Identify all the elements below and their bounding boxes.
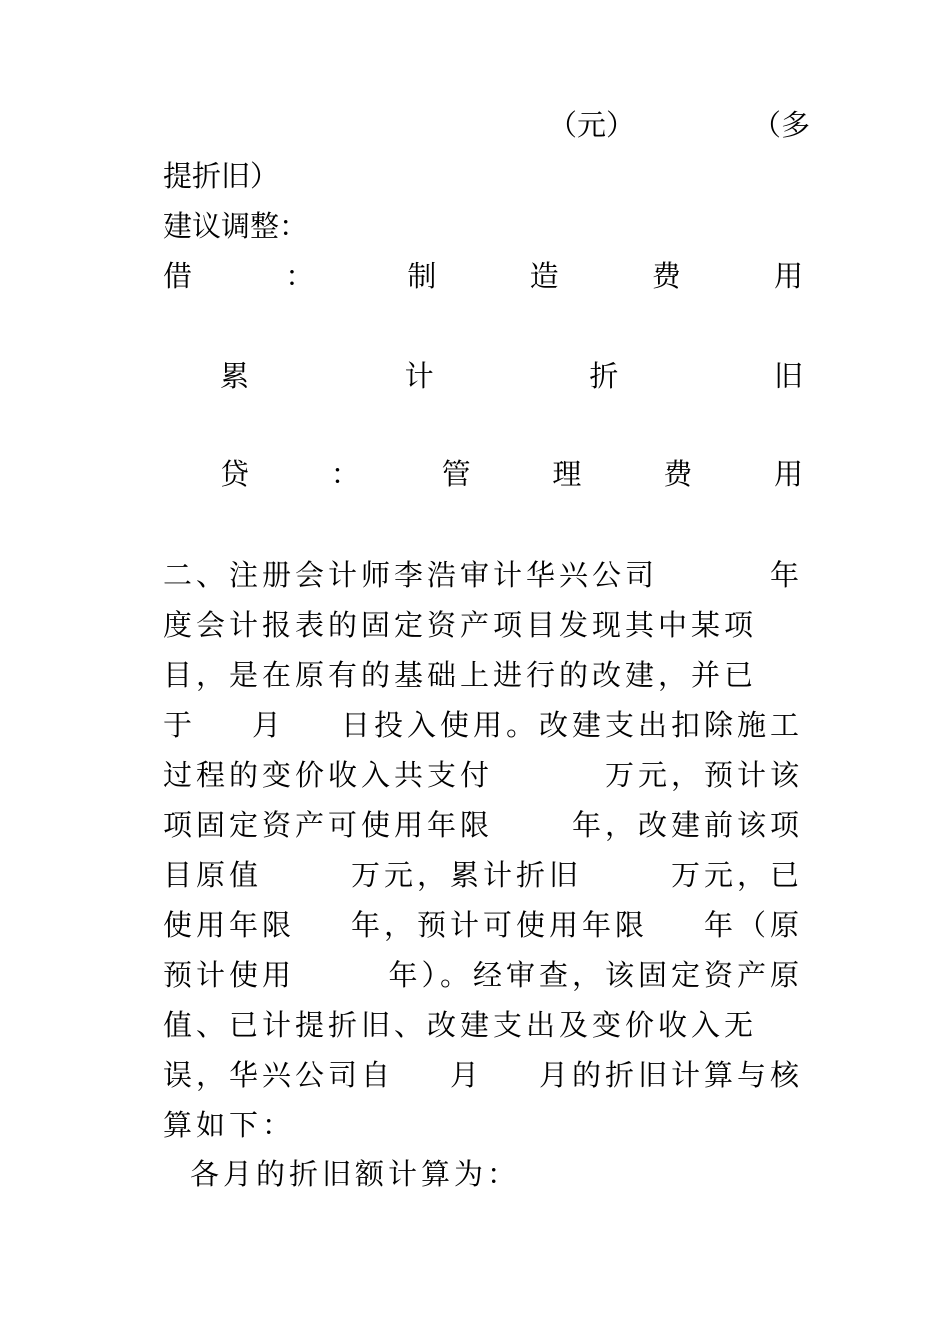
paragraph-line: 算如下： [163,1108,296,1142]
credit-entry [220,452,803,496]
paragraph-line: 过程的变价收入共支付 万元，预计该 [163,758,803,792]
paragraph-line: 值、已计提折旧、改建支出及变价收入无 [163,1008,758,1042]
paragraph-line: 误，华兴公司自 月 月的折旧计算与核 [163,1058,803,1092]
more-depreciation-open: （多 [752,108,811,142]
accum-char: 计 [404,359,434,393]
adjustment-heading: 建议调整： [163,209,309,243]
paragraph-line: 二、注册会计师李浩审计华兴公司 年 [163,558,803,592]
over-depreciation-line: 提折旧） [163,159,280,193]
debit-char: 用 [773,259,803,293]
accum-char: 折 [589,359,619,393]
paragraph-line: 使用年限 年，预计可使用年限 年（原 [163,908,803,942]
credit-char: ： [330,457,360,491]
credit-char: 费 [663,457,693,491]
accumulated-depreciation-entry [220,354,803,398]
debit-char: 费 [651,259,681,293]
monthly-depreciation-label: 各月的折旧额计算为： [190,1157,521,1191]
credit-char: 理 [552,457,582,491]
credit-char: 贷 [220,457,250,491]
paragraph-line: 预计使用 年）。经审查，该固定资产原 [163,958,803,992]
section-two-paragraph [163,550,803,1150]
credit-char: 用 [773,457,803,491]
debit-char: ： [285,259,315,293]
debit-char: 借 [163,259,193,293]
accum-char: 累 [220,359,250,393]
credit-char: 管 [441,457,471,491]
debit-char: 造 [529,259,559,293]
debit-char: 制 [407,259,437,293]
paragraph-line: 目，是在原有的基础上进行的改建，并已 [163,658,758,692]
unit-yuan-label: （元） [548,108,636,142]
accum-char: 旧 [773,359,803,393]
paragraph-line: 度会计报表的固定资产项目发现其中某项 [163,608,758,642]
paragraph-line: 于 月 日投入使用。改建支出扣除施工 [163,708,803,742]
debit-entry [163,254,803,298]
paragraph-line: 项固定资产可使用年限 年，改建前该项 [163,808,803,842]
paragraph-line: 目原值 万元，累计折旧 万元，已 [163,858,803,892]
